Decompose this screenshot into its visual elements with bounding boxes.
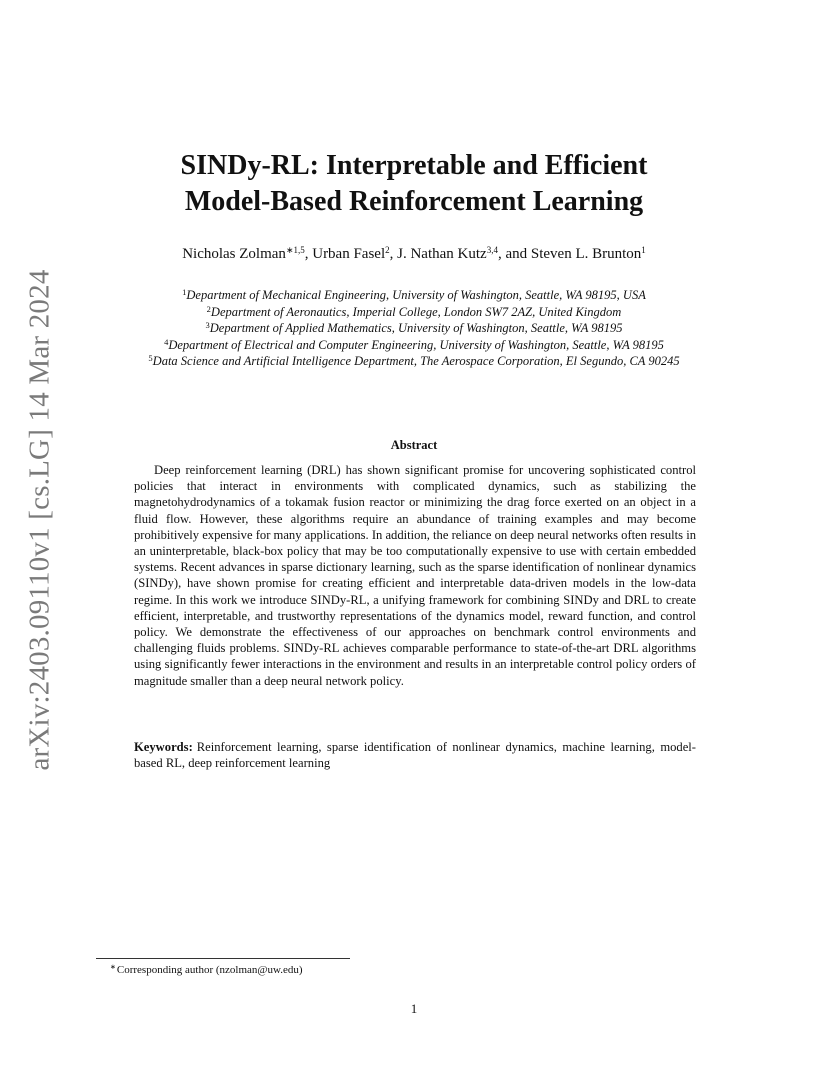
affiliation-list — [0, 287, 828, 370]
paper-title — [0, 148, 828, 220]
abstract-text: Deep reinforcement learning (DRL) has shown significant promise for uncovering sophisticated control policies that interact in environments with complicated dynamics, such as stabilizing the magnetohydrodynamics of a tokamak fusion reactor or minimizing the drag force exerted on an object in a fluid flow. However, these algorithms require an abundance of training examples and may become prohibitively expensive for many applications. In addition, the reliance on deep neural networks often results in an uninterpretable, black-box policy that may be too computationally expensive to use with certain embedded systems. Recent advances in sparse dictionary learning, such as the sparse identification of nonlinear dynamics (SINDy), have shown promise for creating efficient and interpretable data-driven models in the low-data regime. In this work we introduce SINDy-RL, a unifying framework for combining SINDy and DRL to create efficient, interpretable, and trustworthy representations of the dynamics model, reward function, and control policy. We demonstrate the effectiveness of our approaches on benchmark control environments and challenging fluids problems. SINDy-RL achieves comparable performance to state-of-the-art DRL algorithms using significantly fewer interactions in the environment and results in an interpretable control policy orders of magnitude smaller than a deep neural network policy. — [134, 463, 697, 688]
author-affiliation-marker: 1 — [641, 245, 646, 255]
affiliation: $^5$Data Science and Artificial Intelligence Department, The Aerospace Corporation, El Segundo, CA 90245 — [148, 353, 680, 368]
keywords — [134, 739, 696, 771]
affiliation: $^3$Department of Applied Mathematics, University of Washington, Seattle, WA 98195 — [205, 320, 623, 335]
footnote-divider — [96, 958, 350, 959]
author-separator: , — [389, 246, 398, 262]
author-list — [0, 244, 828, 264]
author: Nicholas Zolman$^{∗1,5}$, — [182, 245, 313, 262]
footnote-marker: ∗ — [110, 963, 116, 971]
keywords-label: Keywords: — [134, 740, 193, 754]
affiliation: $^4$Department of Electrical and Computer Engineering, University of Washington, Seattle, WA 98195 — [164, 336, 664, 352]
author: Steven L. Brunton$^1$ — [530, 245, 646, 262]
author-affiliation-marker: 2 — [385, 245, 390, 255]
footnote-text: Corresponding author (nzolman@uw.edu) — [116, 964, 303, 976]
affiliation: $^1$Department of Mechanical Engineering, University of Washington, Seattle, WA 98195, USA — [182, 287, 646, 302]
author-affiliation-marker: ∗1,5 — [285, 245, 305, 255]
title-line-1: SINDy-RL: Interpretable and Efficient — [180, 150, 648, 181]
author-separator: , — [304, 246, 313, 262]
abstract-heading: Abstract — [390, 438, 438, 452]
page-number: 1 — [410, 1001, 418, 1016]
keywords-text: Reinforcement learning, sparse identification of nonlinear dynamics, machine learning, model-based RL, deep reinforcement learning — [134, 740, 696, 771]
author: Urban Fasel$^2$, — [312, 245, 398, 262]
arxiv-identifier-stamp: arXiv:2403.09110v1 [cs.LG] 14 Mar 2024 — [23, 269, 56, 771]
title-line-2: Model-Based Reinforcement Learning — [184, 186, 644, 217]
affiliation: $^2$Department of Aeronautics, Imperial College, London SW7 2AZ, United Kingdom — [206, 303, 622, 319]
footnote — [110, 963, 303, 977]
author: J. Nathan Kutz$^{3,4}$, and — [397, 245, 531, 262]
author-affiliation-marker: 3,4 — [486, 245, 498, 255]
author-separator: , and — [497, 246, 531, 262]
